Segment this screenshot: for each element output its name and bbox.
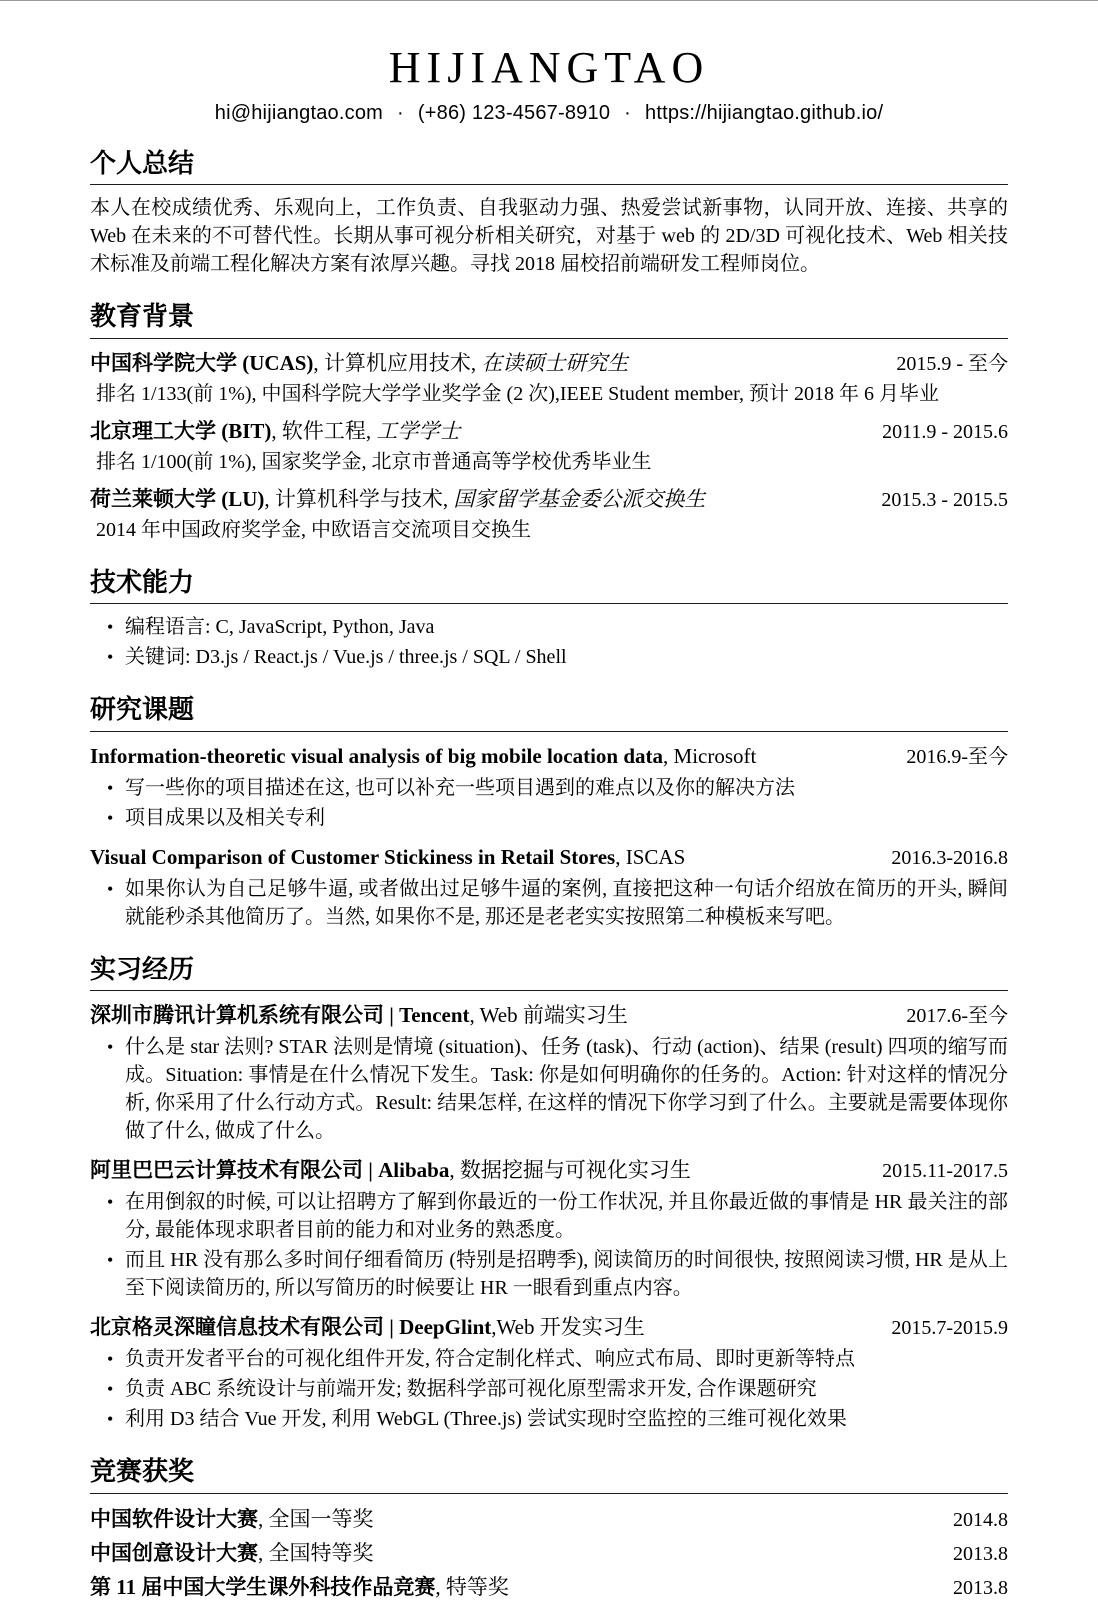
section-rule	[90, 1493, 1008, 1494]
skill-item: • 编程语言: C, JavaScript, Python, Java	[125, 613, 1008, 641]
bullet-item: • 负责 ABC 系统设计与前端开发; 数据科学部可视化原型需求开发, 合作课题研究	[125, 1375, 1008, 1403]
internship-head	[90, 1155, 1008, 1186]
section-title-education: 教育背景	[90, 301, 195, 332]
award-date: 2013.8	[953, 1576, 1008, 1599]
section-title-summary: 个人总结	[90, 147, 195, 178]
edu-title	[90, 348, 640, 378]
edu-date: 2015.9 - 至今	[896, 352, 1008, 375]
research-item	[90, 842, 1008, 931]
edu-head	[90, 348, 1008, 379]
section-title-skills: 技术能力	[90, 566, 195, 597]
edu-detail: 排名 1/100(前 1%), 国家奖学金, 北京市普通高等学校优秀毕业生	[96, 450, 652, 473]
research-org: , ISCAS	[615, 844, 686, 869]
contact-email[interactable]: hi@hijiangtao.com	[214, 101, 383, 124]
award-level: , 特等奖	[435, 1574, 509, 1599]
bullet-item: • 项目成果以及相关专利	[125, 804, 1008, 832]
research-date: 2016.9-至今	[906, 745, 1008, 768]
award-date: 2013.8	[953, 1542, 1008, 1565]
edu-item	[90, 348, 1008, 408]
section-rule	[90, 731, 1008, 732]
research-title: Information-theoretic visual analysis of big mobile location data	[90, 743, 664, 768]
research-bullets	[90, 774, 1008, 832]
contact-phone: (+86) 123-4567-8910	[417, 101, 611, 124]
research-title-line	[90, 741, 768, 771]
award-row	[90, 1571, 1008, 1605]
internship-bullets	[90, 1033, 1008, 1145]
award-name: 第 11 届中国大学生课外科技作品竞赛	[90, 1574, 436, 1599]
award-title-line	[90, 1537, 374, 1570]
resume-name: HIJIANGTAO	[388, 43, 710, 92]
section-title-internship: 实习经历	[90, 953, 195, 984]
internship-bullets	[90, 1345, 1008, 1433]
award-level: , 全国特等奖	[258, 1540, 374, 1565]
research-title-line	[90, 842, 697, 872]
internship-title-line	[90, 1155, 703, 1185]
company-name: 北京格灵深瞳信息技术有限公司 | DeepGlint	[90, 1315, 492, 1340]
edu-head	[90, 416, 1008, 447]
edu-item	[90, 416, 1008, 476]
award-level: , 全国一等奖	[258, 1506, 374, 1531]
edu-detail: 2014 年中国政府奖学金, 中欧语言交流项目交换生	[96, 518, 531, 541]
section-rule	[90, 184, 1008, 185]
internship-bullets	[90, 1188, 1008, 1302]
internship-head	[90, 1000, 1008, 1031]
skills-list	[90, 613, 1008, 671]
edu-degree: 工学学士	[376, 418, 461, 443]
research-head	[90, 741, 1008, 772]
edu-title	[90, 484, 717, 514]
internship-title-line	[90, 1312, 657, 1342]
edu-detail: 排名 1/133(前 1%), 中国科学院大学学业奖学金 (2 次),IEEE Student member, 预计 2018 年 6 月毕业	[96, 382, 940, 405]
award-name: 中国软件设计大赛	[90, 1506, 258, 1531]
internship-date: 2017.6-至今	[906, 1005, 1008, 1028]
edu-program: , 软件工程,	[271, 418, 377, 443]
internship-item	[90, 1000, 1008, 1145]
research-date: 2016.3-2016.8	[891, 846, 1008, 869]
internship-item	[90, 1155, 1008, 1302]
section-title-research: 研究课题	[90, 694, 195, 725]
award-date: 2014.8	[953, 1508, 1008, 1531]
research-title: Visual Comparison of Customer Stickiness in Retail Stores	[90, 844, 616, 869]
contact-website[interactable]: https://hijiangtao.github.io/	[645, 101, 884, 124]
edu-degree: 国家留学基金委公派交换生	[453, 486, 706, 511]
research-head	[90, 842, 1008, 873]
research-item	[90, 741, 1008, 832]
contact-line	[90, 102, 1008, 125]
edu-degree: 在读硕士研究生	[481, 350, 629, 375]
award-row	[90, 1537, 1008, 1571]
role: ,Web 开发实习生	[491, 1315, 645, 1340]
research-org: , Microsoft	[663, 743, 757, 768]
edu-title	[90, 416, 472, 446]
award-title-line	[90, 1503, 374, 1536]
bullet-item: • 如果你认为自己足够牛逼, 或者做出过足够牛逼的案例, 直接把这种一句话介绍放在简历的开头, 瞬间就能秒杀其他简历了。当然, 如果你不是, 那还是老老实实按照第二种模板来写吧。	[125, 875, 1008, 931]
internship-item	[90, 1312, 1008, 1433]
edu-program: , 计算机科学与技术,	[264, 486, 454, 511]
summary-text: 本人在校成绩优秀、乐观向上，工作负责、自我驱动力强、热爱尝试新事物，认同开放、连接、共享的 Web 在未来的不可替代性。长期从事可视分析相关研究，对基于 web 的 2D/3D 可视化技术、Web 相关技术标准及前端工程化解决方案有浓厚兴趣。寻找 2018 届校招前端研发工程师岗位。	[90, 197, 1008, 276]
edu-school: 荷兰莱顿大学 (LU)	[90, 486, 265, 511]
bullet-item: • 而且 HR 没有那么多时间仔细看简历 (特别是招聘季), 阅读简历的时间很快, 按照阅读习惯, HR 是从上至下阅读简历的, 所以写简历的时候要让 HR 一眼看到重点内容。	[125, 1246, 1008, 1302]
bullet-item: • 利用 D3 结合 Vue 开发, 利用 WebGL (Three.js) 尝试实现时空监控的三维可视化效果	[125, 1405, 1008, 1433]
edu-head	[90, 484, 1008, 515]
section-rule	[90, 338, 1008, 339]
research-bullets	[90, 875, 1008, 931]
internship-title-line	[90, 1000, 640, 1030]
edu-date: 2011.9 - 2015.6	[882, 420, 1008, 443]
bullet-item: • 写一些你的项目描述在这, 也可以补充一些项目遇到的难点以及你的解决方法	[125, 774, 1008, 802]
contact-separator: ·	[624, 101, 632, 124]
award-row	[90, 1503, 1008, 1537]
edu-school: 中国科学院大学 (UCAS)	[90, 350, 314, 375]
skill-item: • 关键词: D3.js / React.js / Vue.js / three.js / SQL / Shell	[125, 643, 1008, 671]
contact-separator: ·	[397, 101, 404, 124]
award-name: 中国创意设计大赛	[90, 1540, 258, 1565]
bullet-item: • 在用倒叙的时候, 可以让招聘方了解到你最近的一份工作状况, 并且你最近做的事情是 HR 最关注的部分, 最能体现求职者目前的能力和对业务的熟悉度。	[125, 1188, 1008, 1244]
award-title-line	[90, 1571, 509, 1604]
edu-date: 2015.3 - 2015.5	[881, 488, 1008, 511]
role: , Web 前端实习生	[469, 1003, 628, 1028]
company-name: 深圳市腾讯计算机系统有限公司 | Tencent	[90, 1003, 470, 1028]
edu-program: , 计算机应用技术,	[313, 350, 482, 375]
company-name: 阿里巴巴云计算技术有限公司 | Alibaba	[90, 1158, 450, 1183]
bullet-item: • 什么是 star 法则? STAR 法则是情境 (situation)、任务 (task)、行动 (action)、结果 (result) 四项的缩写而成。Situation: 事情是在什么情况下发生。Task: 你是如何明确你的任务的。Action: 针对这样的情况分析, 你采用了什么行动方式。Result: 结果怎样, 在这样的情况下你学习到了什么。主要就是需要体现你做了什么, 做成了什么。	[125, 1033, 1008, 1145]
role: , 数据挖掘与可视化实习生	[449, 1158, 691, 1183]
internship-date: 2015.7-2015.9	[891, 1317, 1008, 1340]
internship-head	[90, 1312, 1008, 1343]
edu-school: 北京理工大学 (BIT)	[90, 418, 272, 443]
bullet-item: • 负责开发者平台的可视化组件开发, 符合定制化样式、响应式布局、即时更新等特点	[125, 1345, 1008, 1373]
section-rule	[90, 990, 1008, 991]
edu-item	[90, 484, 1008, 544]
section-rule	[90, 603, 1008, 604]
internship-date: 2015.11-2017.5	[882, 1160, 1008, 1183]
section-title-awards: 竞赛获奖	[90, 1456, 195, 1487]
